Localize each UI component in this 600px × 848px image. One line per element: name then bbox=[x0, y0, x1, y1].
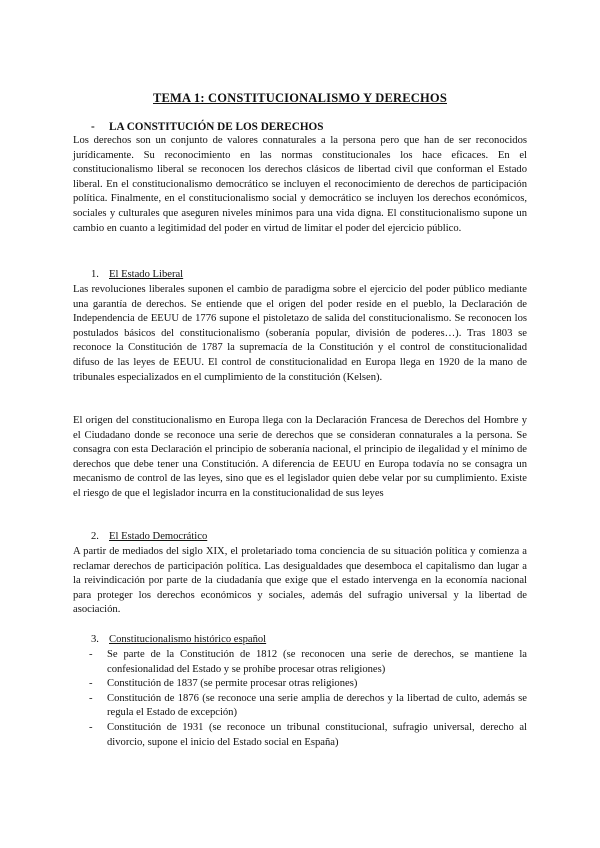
list-bullet: - bbox=[89, 692, 93, 704]
paragraph-estado-democratico: A partir de mediados del siglo XIX, el proletariado toma conciencia de su situación política y comienza a reclamar derechos de participación política. Las desigualdades que desemboca el capitalismo dan lugar a la reivindicación por parte de la ciudadanía que exige que el estado intervenga en la economía nacional para proteger los derechos económicos y sociales, además del sufragio universal y la libertad de asociación. bbox=[73, 546, 527, 616]
list-bullet: - bbox=[89, 649, 93, 660]
section-number: 1. bbox=[91, 269, 99, 280]
list-item-text: Constitución de 1876 (se reconoce una serie amplia de derechos y la libertad de culto, además se regula el Estado de excepción) bbox=[107, 692, 527, 719]
document-title: TEMA 1: CONSTITUCIONALISMO Y DERECHOS bbox=[152, 91, 447, 105]
list-bullet: - bbox=[89, 678, 93, 690]
subtitle-text: LA CONSTITUCIÓN DE LOS DERECHOS bbox=[109, 121, 324, 133]
section-heading-constitucionalismo-espanol bbox=[91, 633, 266, 648]
list-item-text: Constitución de 1837 (se permite procesar otras religiones) bbox=[107, 678, 358, 690]
section-heading-estado-democratico bbox=[91, 530, 207, 545]
section-heading-estado-liberal bbox=[91, 268, 183, 283]
section-heading-label: El Estado Liberal bbox=[109, 269, 184, 280]
list-item bbox=[89, 648, 527, 677]
section-heading-label: El Estado Democrático bbox=[109, 531, 208, 542]
section-subtitle bbox=[91, 120, 323, 135]
list-item-text: Constitución de 1931 (se reconoce un tribunal constitucional, sufragio universal, derecho al divorcio, supone el inicio del Estado social en España) bbox=[107, 721, 527, 748]
list-item-text: Se parte de la Constitución de 1812 (se reconocen una serie de derechos, se mantiene la confesionalidad del Estado y se prohíbe procesar otras religiones) bbox=[107, 649, 527, 675]
section-number: 2. bbox=[91, 531, 99, 542]
section-heading-label: Constitucionalismo histórico español bbox=[109, 634, 267, 645]
constitutions-list bbox=[89, 648, 527, 750]
intro-paragraph: Los derechos son un conjunto de valores connaturales a la persona pero que han de ser reconocidos jurídicamente. Su reconocimiento en las normas constitucionales los hace eficaces. En el constitucionalismo liberal se reconocen los derechos clásicos de libertad civil que conforman el Estado liberal. En el constitucionalismo democrático se incluyen el reconocimiento de derechos de participación política. Finalmente, en el constitucionalismo social y democrático se incluyen los derechos económicos, sociales y culturales que aseguren niveles mínimos para una vida digna. El constitucionalismo supone un cambio en cuanto a legitimidad del poder en virtud de limitar el poder del ejercicio público. bbox=[73, 135, 527, 234]
section-number: 3. bbox=[91, 634, 99, 645]
paragraph-estado-liberal-2: El origen del constitucionalismo en Europa llega con la Declaración Francesa de Derechos del Hombre y el Ciudadano donde se reconoce una serie de derechos que se consideran connaturales a la persona. Se consagra con esta Declaración el principio de soberanía nacional, el principio de ilegalidad y el mínimo de derechos que debe tener una Constitución. A diferencia de EEUU en Europa todavía no se consagra un mecanismo de control de las leyes, sino que es el legislador quien debe velar por su cumplimiento. Existe el riesgo de que el legislador incurra en la constitucionalidad de sus leyes bbox=[73, 415, 527, 499]
paragraph-estado-liberal-1: Las revoluciones liberales suponen el cambio de paradigma sobre el ejercicio del poder público mediante una garantía de derechos. Se entiende que el origen del poder reside en el pueblo, la Declaración de Independencia de EEUU de 1776 supone el pistoletazo de salida del constitucionalismo. Se reconocen los postulados básicos del constitucionalismo (soberanía popular, división de poderes…). Tras 1803 se reconoce la Constitución de 1787 la supremacía de la Constitución y el control de constitucionalidad difuso de las leyes de EEUU. El control de constitucionalidad en Europa llega en 1920 de la mano de tribunales especializados en el cumplimiento de la constitución (Kelsen). bbox=[73, 284, 527, 383]
list-item bbox=[89, 721, 527, 750]
list-bullet: - bbox=[89, 721, 93, 733]
list-item bbox=[89, 692, 527, 721]
subtitle-dash: - bbox=[91, 121, 95, 133]
list-item bbox=[89, 677, 527, 692]
